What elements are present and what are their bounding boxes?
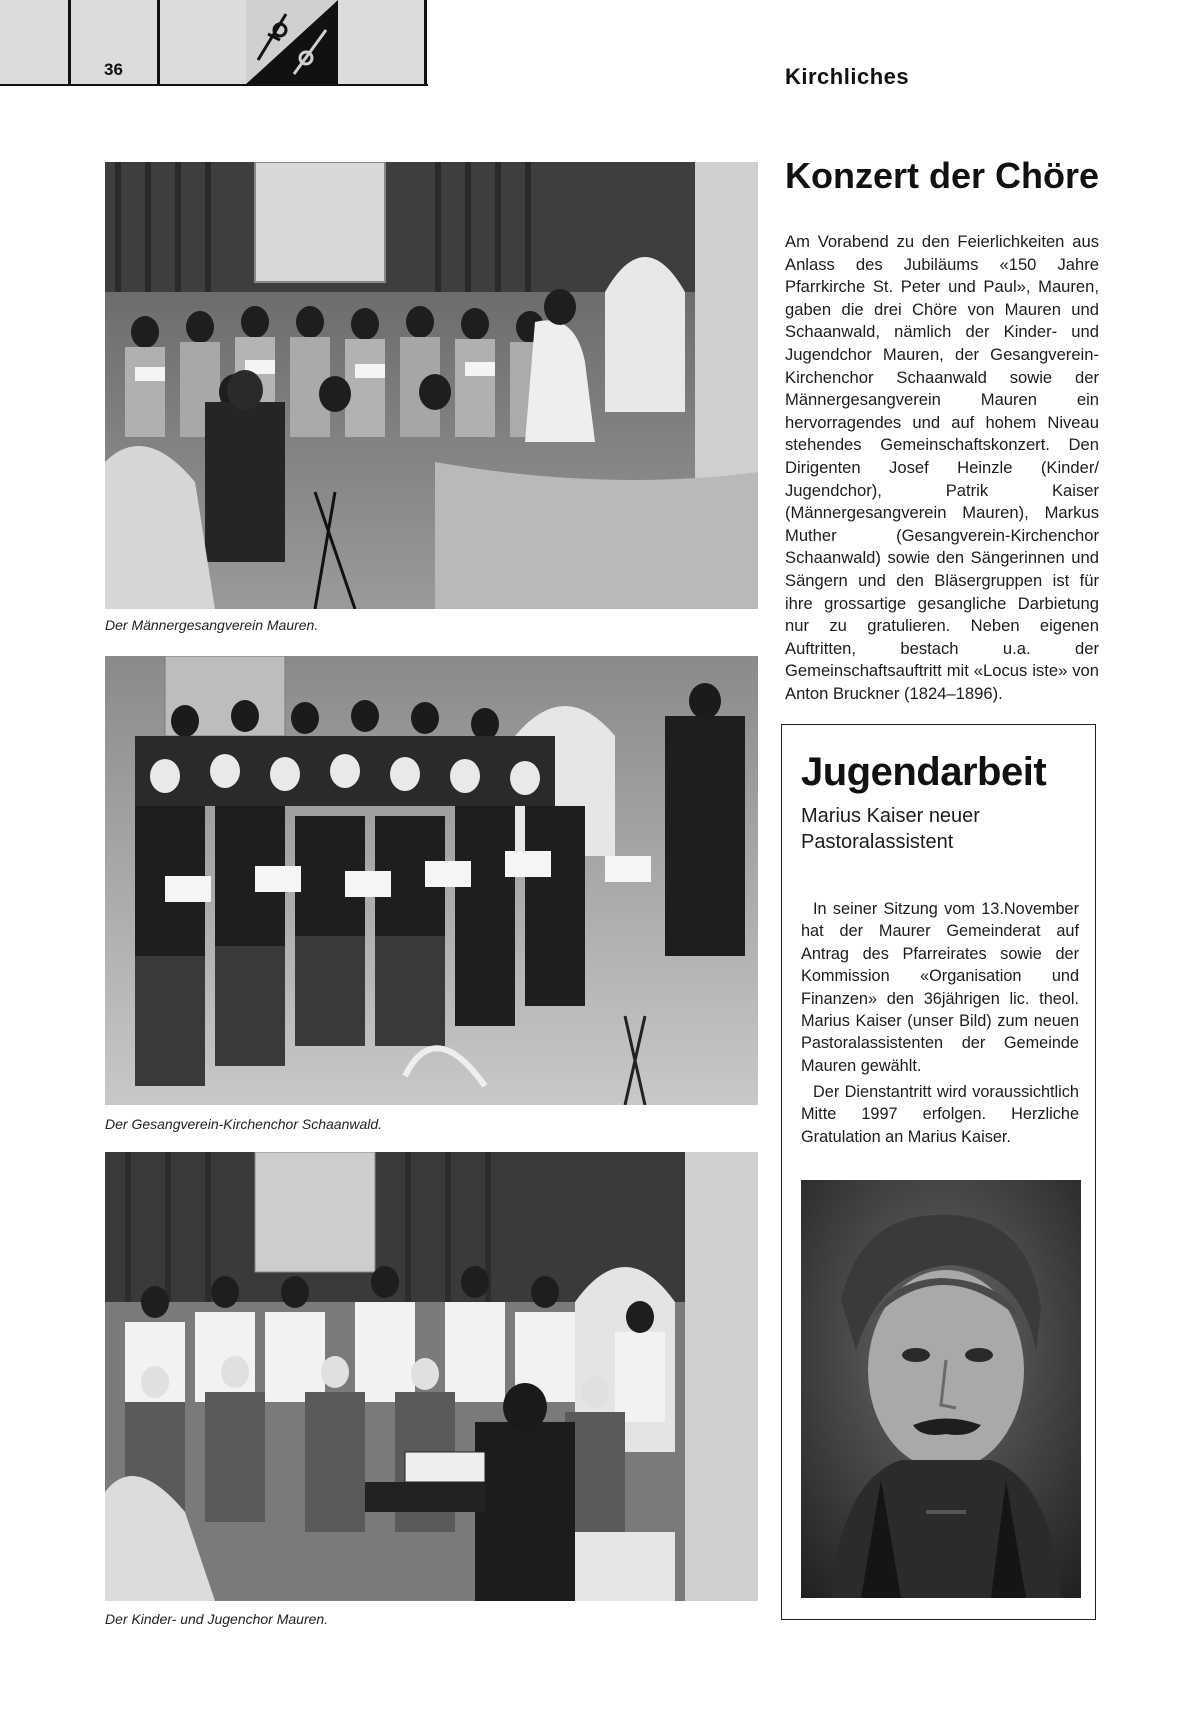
photo-youth-choir bbox=[105, 1152, 758, 1601]
box-paragraph bbox=[801, 1081, 1079, 1148]
article-headline: Konzert der Chöre bbox=[785, 155, 1100, 196]
header-strip bbox=[0, 0, 428, 88]
page-number: 36 bbox=[104, 60, 123, 79]
portrait-photo bbox=[801, 1180, 1081, 1598]
photo-caption: Der Kinder- und Jugenchor Mauren. bbox=[105, 1611, 329, 1627]
coat-of-arms-icon bbox=[246, 0, 338, 84]
box-subheadline: Marius Kaiser neuer Pastoralassistent bbox=[801, 805, 980, 853]
photo-caption: Der Männergesangverein Mauren. bbox=[105, 617, 319, 633]
box-paragraph-text: In seiner Sitzung vom 13.November hat der Maurer Gemeinderat auf Antrag des Pfarreirates sowie der Kommission «Organisation und Finanzen» den 36jährigen lic. theol. Marius Kaiser (unser Bild) zum neuen Pastoralassistenten der Gemeinde Mauren gewählt. bbox=[801, 900, 1079, 1075]
header-rule bbox=[0, 84, 428, 86]
box-paragraph bbox=[801, 898, 1079, 1077]
photo-caption: Der Gesangverein-Kirchenchor Schaanwald. bbox=[105, 1116, 383, 1132]
header-cell bbox=[338, 0, 427, 84]
photo-church-choir bbox=[105, 656, 758, 1105]
article-body: Am Vorabend zu den Feierlichkeiten aus Anlass des Jubiläums «150 Jahre Pfarrkirche St. Peter und Paul», Mauren, gaben die drei Chöre von Mauren und Schaanwald, nämlich der Kinder- und Jugendchor Mauren, der Gesangverein-Kirchenchor Schaanwald sowie der Männergesangverein Mauren ein hervorragendes und auf hohem Niveau stehendes Gemeinschaftskonzert. Den Dirigenten Josef Heinzle (Kinder/ Jugendchor), Patrik Kaiser (Männergesangverein Mauren), Markus Muther (Gesangverein-Kirchenchor Schaanwald) sowie den Sängerinnen und Sängern und den Bläsergruppen ist für ihre grossartige gesangliche Darbietung nur zu gratulieren. Neben eigenen Auftritten, bestach u.a. der Gemeinschaftsauftritt mit «Locus iste» von Anton Bruckner (1824–1896). bbox=[785, 232, 1099, 703]
box-headline: Jugendarbeit bbox=[801, 750, 1047, 794]
header-cell bbox=[160, 0, 249, 84]
photo-men-choir bbox=[105, 162, 758, 609]
box-paragraph-text: Der Dienstantritt wird voraussichtlich Mitte 1997 erfolgen. Herzliche Gratulation an Marius Kaiser. bbox=[801, 1083, 1079, 1146]
section-title: Kirchliches bbox=[785, 64, 910, 89]
header-cell bbox=[0, 0, 71, 84]
